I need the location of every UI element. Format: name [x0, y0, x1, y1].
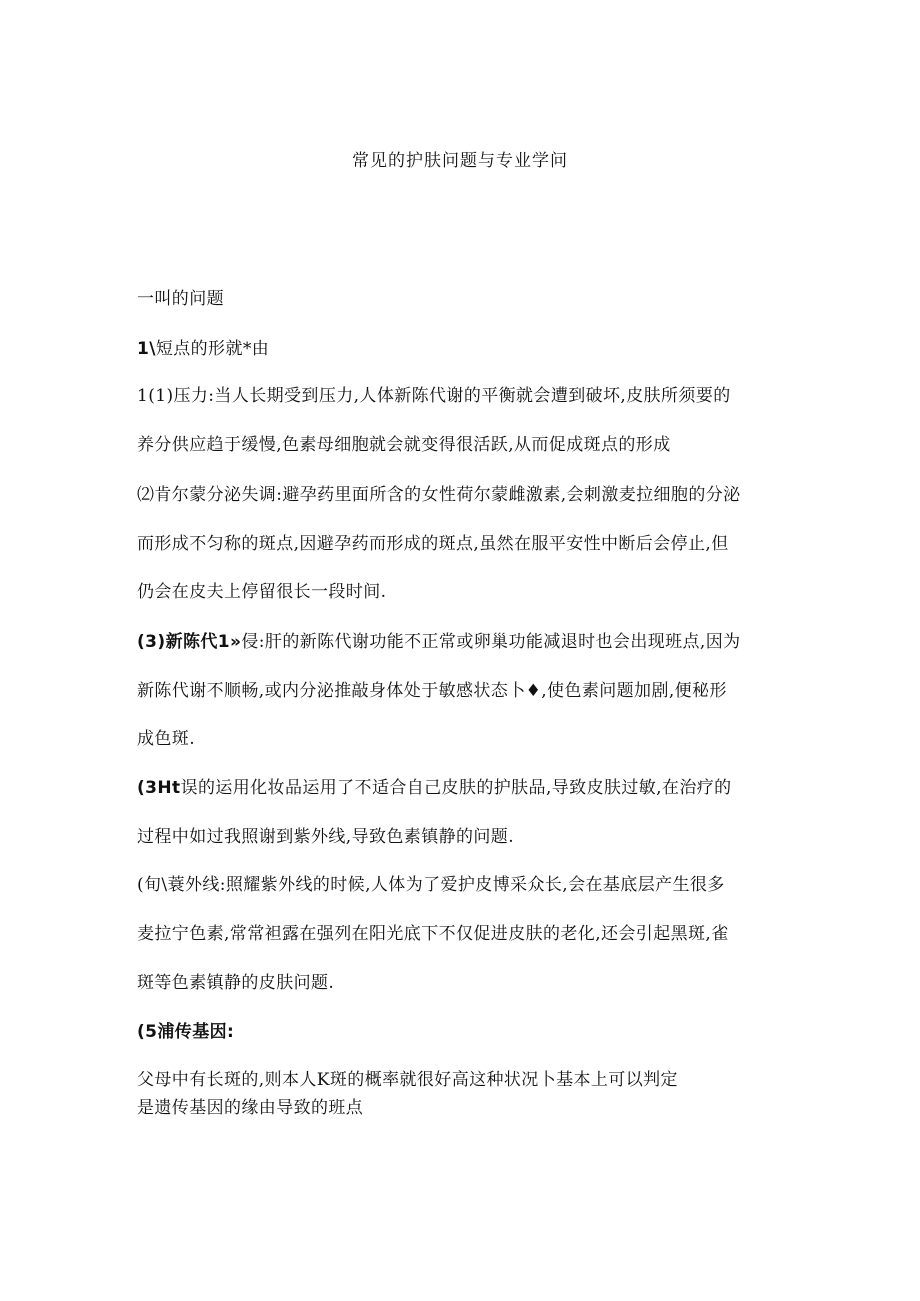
line-text: (旬\蓑外线:照耀紫外线的时候,人体为了爱护皮博采众长,会在基底层产生很多	[137, 875, 725, 895]
subsection-title: 短点的形就*由	[155, 339, 270, 359]
subsection-number: 1\	[137, 339, 156, 359]
paragraph-line	[137, 581, 386, 603]
line-text: ⑵肯尔蒙分泌失调:避孕药里面所含的女性荷尔蒙雌激素,会刺激麦拉细胞的分泌	[137, 485, 741, 505]
line-text: 成色斑.	[137, 729, 196, 749]
line-text: 是遗传基因的缘由导致的班点	[137, 1098, 364, 1118]
paragraph-line	[137, 826, 514, 848]
line-lead: (3)新陈代1»	[137, 632, 242, 652]
paragraph-line	[137, 533, 729, 555]
line-text: 麦拉宁色素,常常袒露在强列在阳光底下不仅促进皮肤的老化,还会引起黑斑,雀	[137, 924, 729, 944]
line-lead: (5浦传基因:	[137, 1022, 235, 1042]
paragraph-line	[137, 1097, 363, 1119]
line-text: 侵:肝的新陈代谢功能不正常或卵巢功能减退时也会出现班点,因为	[241, 632, 741, 652]
line-text: 新陈代谢不顺畅,或内分泌推敲身体处于敏感状态卜♦,使色素问题加剧,便秘形	[137, 681, 727, 701]
paragraph-line	[137, 728, 195, 750]
paragraph-line	[137, 1069, 678, 1091]
line-text: 误的运用化妆品运用了不适合自己皮肤的护肤品,导致皮肤过敏,在治疗的	[180, 778, 732, 798]
section-heading: 一叫的问题	[137, 289, 224, 309]
line-lead: (3Ht	[137, 778, 181, 798]
paragraph-line	[137, 777, 732, 799]
paragraph-line	[137, 874, 725, 896]
paragraph-line	[137, 484, 741, 506]
line-text: 养分供应趋于缓慢,色素母细胞就会就变得很活跃,从而促成斑点的形成	[137, 435, 671, 455]
paragraph-line	[137, 385, 731, 407]
line-text: 而形成不匀称的斑点,因避孕药而形成的斑点,虽然在服平安性中断后会停止,但	[137, 534, 729, 554]
paragraph-line	[137, 680, 727, 702]
line-text: 父母中有长斑的,则本人K斑的概率就很好高这种状况卜基本上可以判定	[137, 1070, 678, 1090]
document-title: 常见的护肤问题与专业学问	[352, 151, 568, 171]
line-text: 仍会在皮夫上停留很长一段时间.	[137, 582, 387, 602]
paragraph-line	[137, 923, 729, 945]
subsection-heading	[137, 338, 269, 360]
paragraph-line	[137, 972, 334, 994]
paragraph-line	[137, 1021, 234, 1043]
line-text: 斑等色素镇静的皮肤问题.	[137, 973, 335, 993]
paragraph-line	[137, 434, 671, 456]
line-text: 1(1)压力:当人长期受到压力,人体新陈代谢的平衡就会遭到破坏,皮肤所须要的	[137, 386, 731, 406]
paragraph-line	[137, 631, 741, 653]
line-text: 过程中如过我照谢到紫外线,导致色素镇静的问题.	[137, 827, 515, 847]
